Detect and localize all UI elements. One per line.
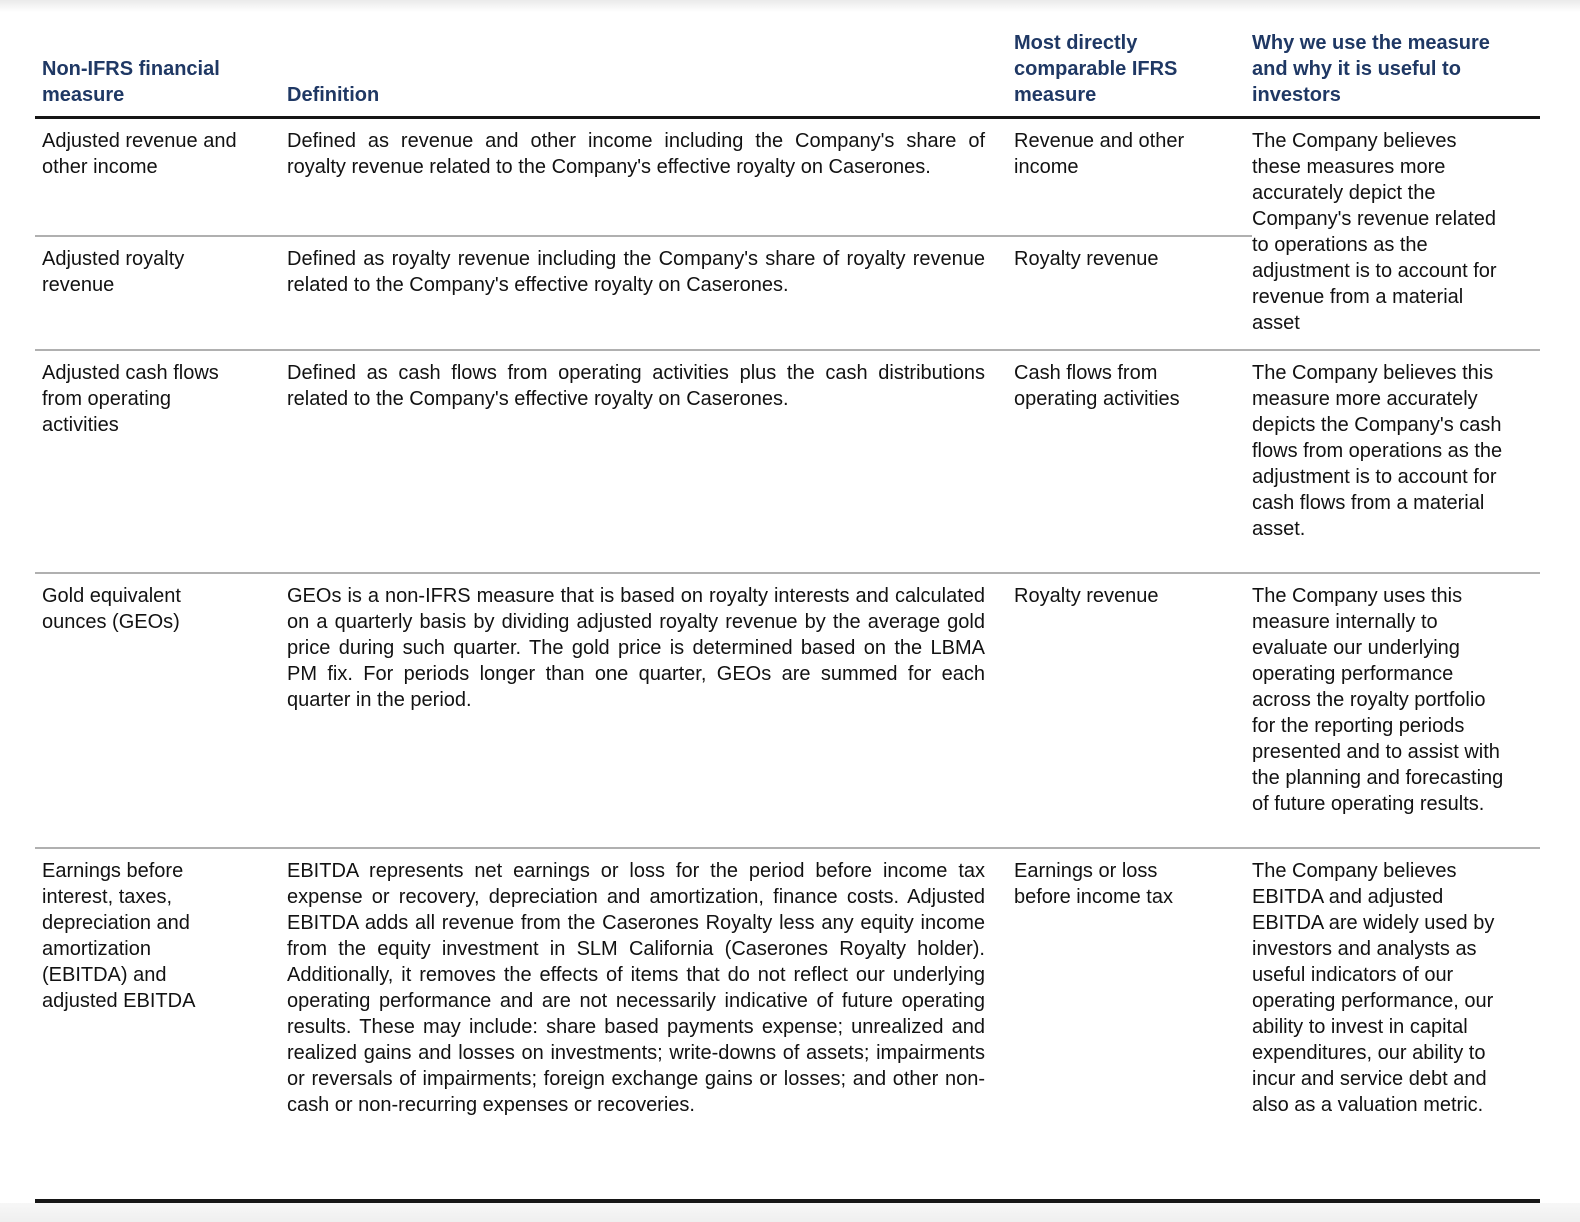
row2-definition: Defined as royalty revenue including the Company's share of royalty revenue related to the Company's effective royalty on Caserones. xyxy=(287,235,1012,349)
row1-ifrs: Revenue and other income xyxy=(1014,130,1185,178)
row3-measure: Adjusted cash flows from operating activities xyxy=(35,349,287,572)
non-ifrs-measures-table xyxy=(35,12,1540,1203)
row3-definition: Defined as cash flows from operating activities plus the cash distributions related to the Company's effective royalty on Caserones. xyxy=(287,349,1012,572)
row4-ifrs: Royalty revenue xyxy=(1012,572,1252,847)
page-bottom-edge xyxy=(0,1203,1580,1222)
page-top-edge xyxy=(0,0,1580,12)
row1-2-why: The Company believes these measures more accurately depict the Company's revenue related to operations as the adjustment is to account for revenue from a material asset xyxy=(1252,130,1497,334)
header-ifrs: Most directly comparable IFRS measure xyxy=(1012,12,1252,119)
row1-definition: Defined as revenue and other income including the Company's share of royalty revenue related to the Company's effective royalty on Caserones. xyxy=(287,130,985,178)
row5-why: The Company believes EBITDA and adjusted EBITDA are widely used by investors and analysts as useful indicators of our operating performance, our ability to invest in capital expenditures, our ability to incur and service debt and also as a valuation metric. xyxy=(1252,847,1540,1199)
row3-why: The Company believes this measure more accurately depicts the Company's cash flows from operations as the adjustment is to account for cash flows from a material asset. xyxy=(1252,349,1540,572)
row4-why: The Company uses this measure internally to evaluate our underlying operating performance across the royalty portfolio for the reporting periods presented and to assist with the planning and forecasting of future operating results. xyxy=(1252,572,1540,847)
row4-definition: GEOs is a non-IFRS measure that is based on royalty interests and calculated on a quarterly basis by dividing adjusted royalty revenue by the average gold price during such quarter. The gold price is determined based on the LBMA PM fix. For periods longer than one quarter, GEOs are summed for each quarter in the period. xyxy=(287,572,1012,847)
header-why: Why we use the measure and why it is useful to investors xyxy=(1252,12,1540,119)
row3-ifrs: Cash flows from operating activities xyxy=(1012,349,1252,572)
row5-measure: Earnings before interest, taxes, depreciation and amortization (EBITDA) and adjusted EBITDA xyxy=(35,847,287,1199)
row5-ifrs: Earnings or loss before income tax xyxy=(1012,847,1252,1199)
row4-measure: Gold equivalent ounces (GEOs) xyxy=(35,572,287,847)
row1-measure: Adjusted revenue and other income xyxy=(42,130,237,178)
row2-measure: Adjusted royalty revenue xyxy=(35,235,287,349)
row2-ifrs: Royalty revenue xyxy=(1012,235,1252,349)
row5-definition: EBITDA represents net earnings or loss for the period before income tax expense or recovery, depreciation and amortization, finance costs. Adjusted EBITDA adds all revenue from the Caserones Royalty less any equity income from the equity investment in SLM California (Caserones Royalty holder). Additionally, it removes the effects of items that do not reflect our underlying operating performance and are not necessarily indicative of future operating results. These may include: share based payments expense; unrealized and realized gains and losses on investments; write-downs of assets; impairments or reversals of impairments; foreign exchange gains or losses; and other non-cash or non-recurring expenses or recoveries. xyxy=(287,847,1012,1199)
header-definition: Definition xyxy=(287,12,1012,119)
header-measure: Non-IFRS financial measure xyxy=(35,12,287,119)
